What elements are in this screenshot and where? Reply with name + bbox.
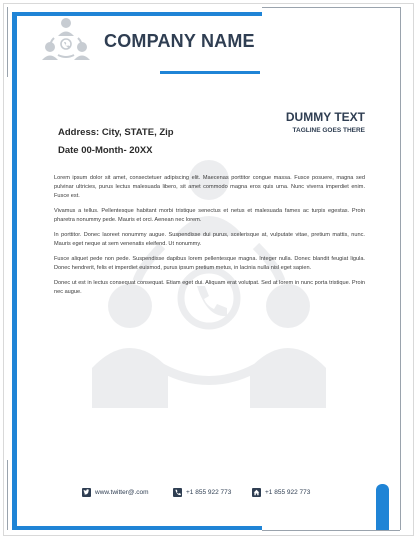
- body-paragraph: Lorem ipsum dolor sit amet, consectetuer adipiscing elit. Maecenas porttitor congue massa. Fusce posuere, magna sed pulvinar ultricies, purus lectus malesuada libero, sit amet commodo magna eros quis urna. Nunc viverra imperdiet enim. Fusce est.: [54, 175, 365, 199]
- bottom-accent-bar: [12, 526, 262, 530]
- letter-body: [54, 174, 365, 303]
- phone-icon: [173, 488, 182, 497]
- footer-contacts: [0, 488, 417, 500]
- body-paragraph: Donec ut est in lectus consequat consequat. Etiam eget dui. Aliquam erat volutpat. Sed at lorem in nunc porta tristique. Proin nec augue.: [54, 280, 365, 295]
- brand-title: DUMMY TEXT: [285, 110, 365, 124]
- phone-number: +1 855 922 773: [186, 489, 232, 496]
- left-accent-bar: [12, 12, 17, 530]
- bottom-right-rule: [262, 530, 400, 531]
- letter-date: Date 00-Month- 20XX: [58, 145, 153, 156]
- twitter-icon: [82, 488, 91, 497]
- body-paragraph: Fusce aliquet pede non pede. Suspendisse dapibus lorem pellentesque magna. Integer nulla. Donec blandit feugiat ligula. Donec hendrerit, felis et imperdiet euismod, purus ipsum pretium metus, in lacinia nulla nisl eget sapien.: [54, 256, 365, 271]
- home-icon: [252, 488, 261, 497]
- home-phone-number: +1 855 922 773: [265, 489, 311, 496]
- footer-home-phone[interactable]: [252, 488, 310, 497]
- brand-tagline: TAGLINE GOES THERE: [292, 127, 365, 134]
- recipient-address: Address: City, STATE, Zip: [58, 127, 174, 138]
- footer-phone[interactable]: [173, 488, 231, 497]
- footer-twitter[interactable]: [82, 488, 149, 497]
- header-underline: [160, 71, 260, 74]
- bottom-right-accent-pill: [376, 484, 389, 530]
- body-paragraph: In porttitor. Donec laoreet nonummy augue. Suspendisse dui purus, scelerisque at, vulputate vitae, pretium mattis, nunc. Mauris eget neque at sem venenatis eleifend. Ut nonummy.: [54, 232, 365, 247]
- right-rule: [400, 7, 401, 530]
- body-paragraph: Vivamus a tellus. Pellentesque habitant morbi tristique senectus et netus et malesuada fames ac turpis egestas. Proin pharetra nonummy pede. Mauris et orci. Aenean nec lorem.: [54, 208, 365, 223]
- twitter-handle: www.twitter@.com: [95, 489, 149, 496]
- company-name: COMPANY NAME: [104, 31, 255, 51]
- top-right-rule: [262, 7, 400, 8]
- people-network-icon: [40, 14, 92, 66]
- left-rule-top: [7, 7, 8, 77]
